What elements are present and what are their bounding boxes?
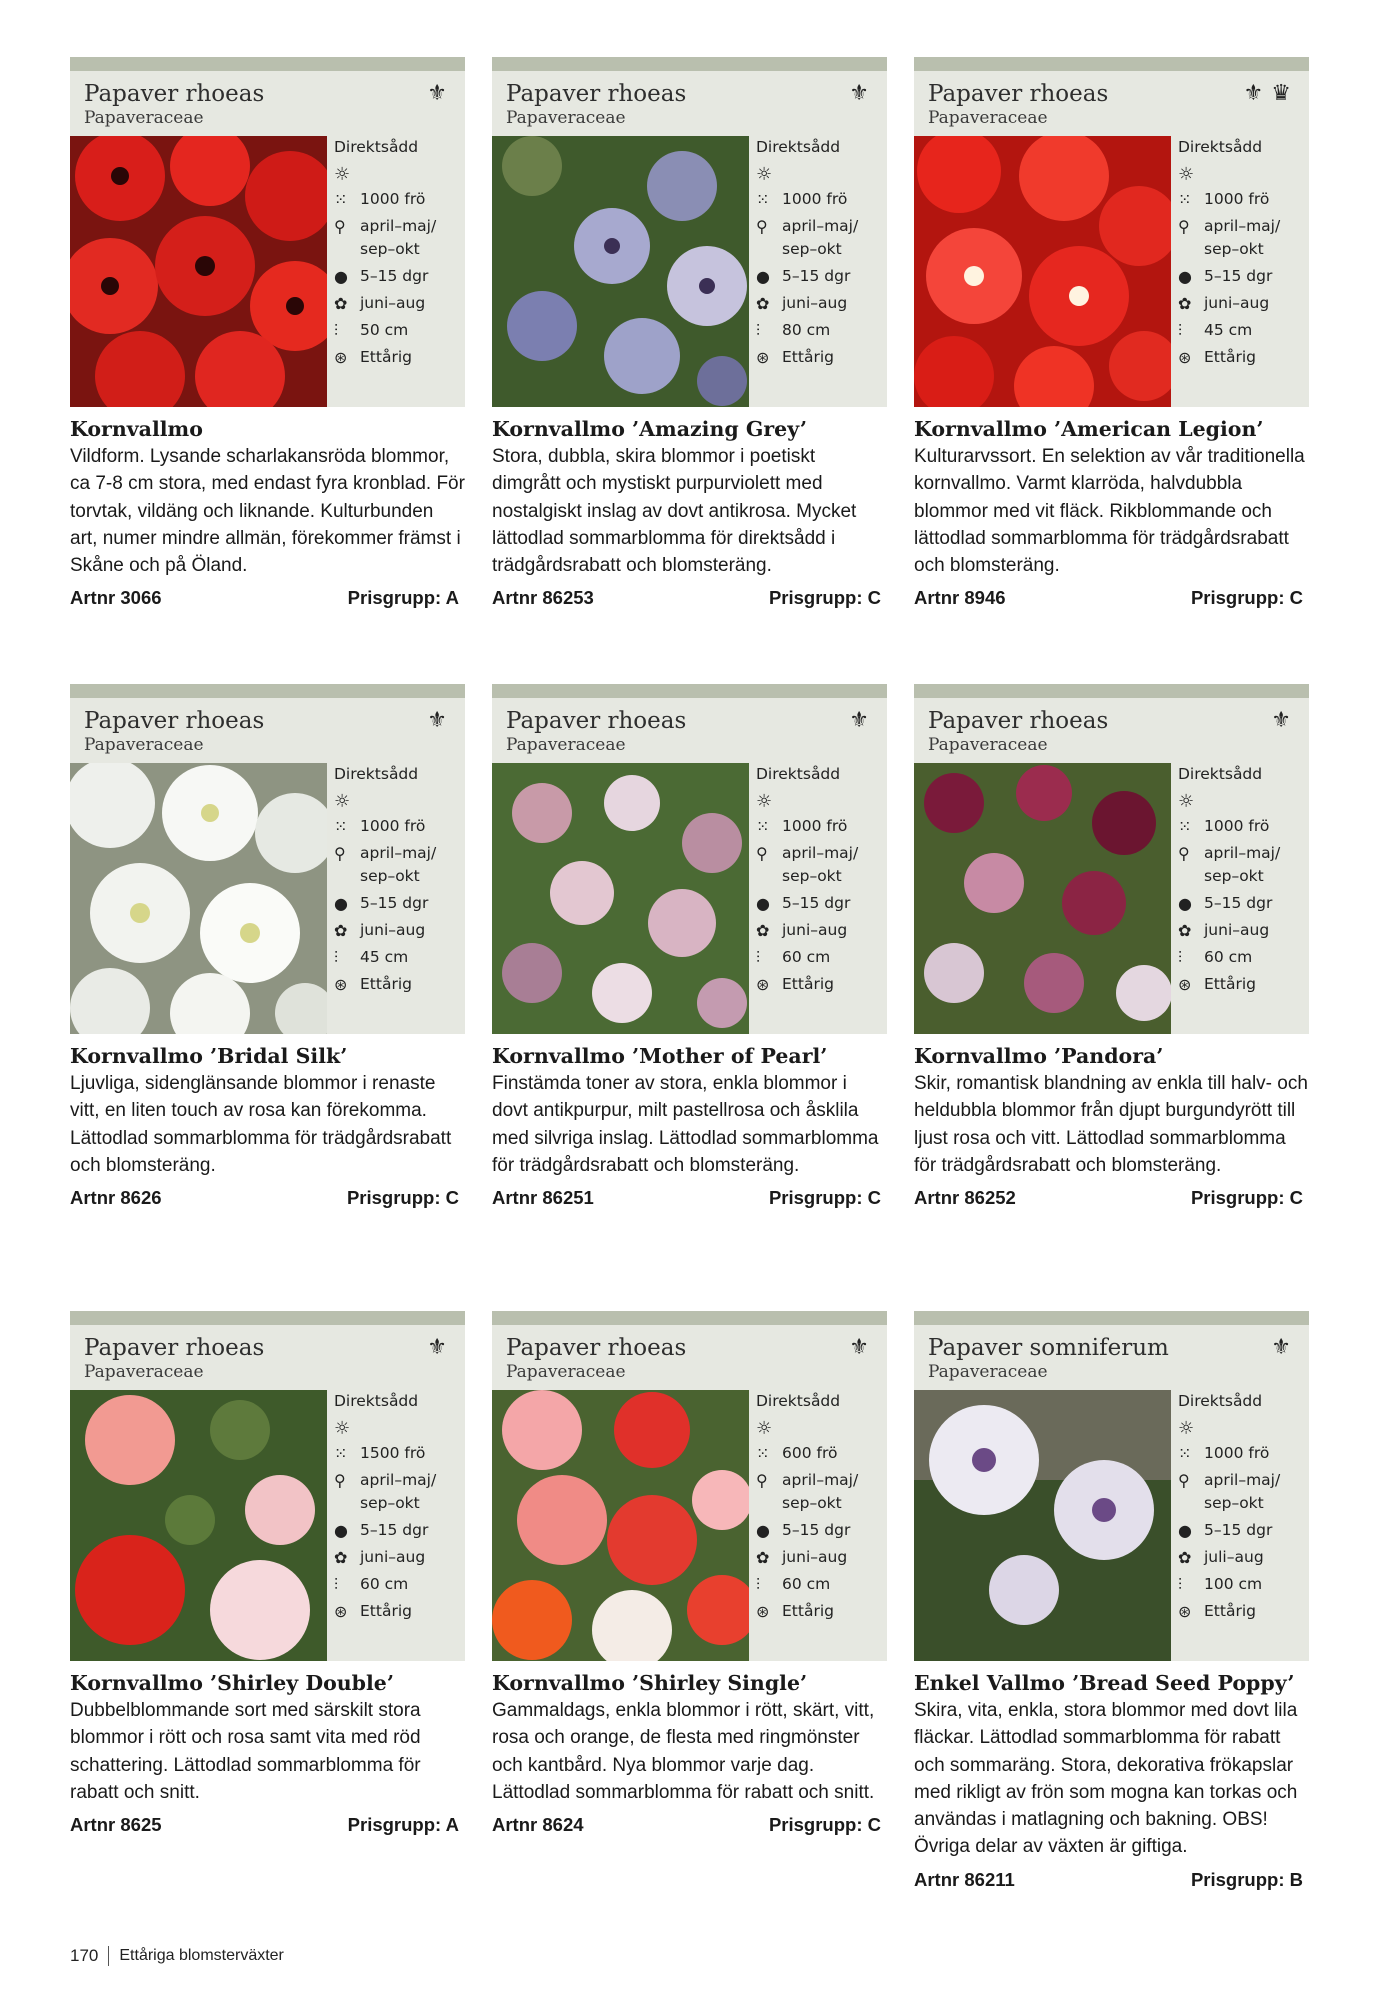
card-header: [914, 57, 1309, 407]
lifecycle: Ettårig: [360, 1602, 412, 1620]
spec-list: [334, 761, 462, 1000]
seeds-icon: ⁙: [334, 190, 348, 209]
sowing-time: april–maj/ sep–okt: [1204, 1471, 1281, 1512]
card-header: [70, 57, 465, 407]
sowing-icon: ⚲: [1178, 1471, 1190, 1490]
flowering-time: juni–aug: [782, 1548, 848, 1566]
sowing-icon: ⚲: [1178, 217, 1190, 236]
product-card: [70, 684, 465, 1209]
germination-icon: ●: [1178, 267, 1192, 286]
sun-icon: ☼: [1178, 1418, 1195, 1439]
article-number: Artnr 86251: [492, 1187, 594, 1209]
article-number: Artnr 8625: [70, 1814, 162, 1836]
family-name: Papaveraceae: [84, 735, 204, 755]
germination-icon: ●: [334, 894, 348, 913]
sowing-method: Direktsådd: [756, 1392, 841, 1410]
sowing-time: april–maj/ sep–okt: [360, 217, 437, 258]
spec-list: [334, 134, 462, 373]
spec-list: [756, 761, 884, 1000]
flowering-time: juni–aug: [782, 921, 848, 939]
product-photo: [70, 136, 327, 407]
lifecycle: Ettårig: [1204, 348, 1256, 366]
product-photo: [492, 763, 749, 1034]
bee-icon: ⚜: [849, 1335, 869, 1360]
card-header: [70, 1311, 465, 1661]
sowing-time: april–maj/ sep–okt: [782, 844, 859, 885]
height-icon: ⫶: [1178, 948, 1183, 967]
crown-icon: ♛: [1271, 81, 1291, 106]
germination-icon: ●: [334, 1521, 348, 1540]
latin-name: Papaver rhoeas: [928, 708, 1109, 734]
family-name: Papaveraceae: [928, 735, 1048, 755]
annual-icon: ⊛: [1178, 348, 1192, 367]
seeds-icon: ⁙: [1178, 817, 1192, 836]
sowing-time: april–maj/ sep–okt: [360, 844, 437, 885]
plant-height: 100 cm: [1204, 1575, 1263, 1593]
annual-icon: ⊛: [756, 348, 770, 367]
seeds-icon: ⁙: [756, 190, 770, 209]
product-description: Stora, dubbla, skira blommor i poetiskt dimgrått och mystiskt purpurviolett med nostalgiskt inslag av dovt antikrosa. Mycket lättodlad sommarblomma för direktsådd i trädgårdsrabatt och blomsteräng.: [492, 446, 857, 577]
flowering-time: juni–aug: [360, 1548, 426, 1566]
germination-time: 5–15 dgr: [1204, 267, 1273, 285]
product-description: Dubbelblommande sort med särskilt stora blommor i rött och rosa samt vita med röd schattering. Lättodlad sommarblomma för rabatt och snitt.: [70, 1700, 421, 1803]
family-name: Papaveraceae: [84, 1362, 204, 1382]
height-icon: ⫶: [756, 321, 761, 340]
article-number: Artnr 86211: [914, 1868, 1015, 1890]
sowing-icon: ⚲: [334, 217, 346, 236]
seeds-icon: ⁙: [334, 817, 348, 836]
card-header: [492, 684, 887, 1034]
product-card: [492, 57, 887, 609]
lifecycle: Ettårig: [782, 1602, 834, 1620]
latin-name: Papaver rhoeas: [84, 1335, 265, 1361]
section-title: Ettåriga blomsterväxter: [119, 1947, 284, 1964]
latin-name: Papaver rhoeas: [506, 708, 687, 734]
sowing-method: Direktsådd: [1178, 1392, 1263, 1410]
germination-time: 5–15 dgr: [360, 894, 429, 912]
seed-count: 1500 frö: [360, 1444, 426, 1462]
height-icon: ⫶: [334, 1575, 339, 1594]
seed-count: 1000 frö: [782, 817, 848, 835]
sowing-method: Direktsådd: [1178, 138, 1263, 156]
sowing-method: Direktsådd: [334, 1392, 419, 1410]
product-card: [70, 57, 465, 609]
height-icon: ⫶: [1178, 321, 1183, 340]
flowering-time: juni–aug: [782, 294, 848, 312]
product-description: Finstämda toner av stora, enkla blommor i dovt antikpurpur, milt pastellrosa och åsklila med silvriga inslag. Lättodlad sommarblomma för trädgårdsrabatt och blomsteräng.: [492, 1073, 879, 1176]
bee-icon: ⚜: [849, 81, 869, 106]
latin-name: Papaver rhoeas: [84, 81, 265, 107]
annual-icon: ⊛: [334, 348, 348, 367]
germination-icon: ●: [334, 267, 348, 286]
flower-icon: ✿: [756, 1548, 770, 1567]
product-description: Skira, vita, enkla, stora blommor med dovt lila fläckar. Lättodlad sommarblomma för rabatt och sommaräng. Stora, dekorativa frökapslar med rikligt av frön som mogna kan torkas och användas i matlagning och bakning. OBS! Övriga delar av växten är giftiga.: [914, 1700, 1298, 1858]
sowing-icon: ⚲: [756, 844, 768, 863]
germination-time: 5–15 dgr: [782, 894, 851, 912]
product-description: Kulturarvssort. En selektion av vår traditionella kornvallmo. Varmt klarröda, halvdubbla blommor med vit fläck. Rikblommande och lättodlad sommarblomma för trädgårdsrabatt och blomsteräng.: [914, 446, 1305, 577]
product-title: Kornvallmo ’Mother of Pearl’: [492, 1044, 828, 1068]
product-photo: [914, 763, 1171, 1034]
family-name: Papaveraceae: [506, 108, 626, 128]
sowing-time: april–maj/ sep–okt: [1204, 844, 1281, 885]
product-photo: [492, 1390, 749, 1661]
article-number: Artnr 8946: [914, 587, 1006, 609]
sun-icon: ☼: [334, 164, 351, 185]
seed-count: 600 frö: [782, 1444, 838, 1462]
product-card: [914, 684, 1309, 1209]
annual-icon: ⊛: [1178, 975, 1192, 994]
spec-list: [756, 1388, 884, 1627]
bee-icon: ⚜: [427, 708, 447, 733]
annual-icon: ⊛: [756, 1602, 770, 1621]
flower-icon: ✿: [334, 921, 348, 940]
price-group: Prisgrupp: C: [346, 1187, 459, 1209]
germination-icon: ●: [756, 1521, 770, 1540]
latin-name: Papaver rhoeas: [84, 708, 265, 734]
sowing-icon: ⚲: [334, 844, 346, 863]
sowing-icon: ⚲: [334, 1471, 346, 1490]
seed-count: 1000 frö: [1204, 817, 1270, 835]
lifecycle: Ettårig: [1204, 1602, 1256, 1620]
seed-count: 1000 frö: [1204, 190, 1270, 208]
price-group: Prisgrupp: A: [347, 1814, 459, 1836]
product-title: Kornvallmo ’American Legion’: [914, 417, 1264, 441]
card-header: [492, 57, 887, 407]
article-number: Artnr 8626: [70, 1187, 162, 1209]
sowing-icon: ⚲: [756, 217, 768, 236]
price-group: Prisgrupp: A: [347, 587, 459, 609]
spec-list: [1178, 761, 1306, 1000]
product-photo: [492, 136, 749, 407]
germination-icon: ●: [1178, 894, 1192, 913]
lifecycle: Ettårig: [360, 348, 412, 366]
product-title: Kornvallmo: [70, 417, 203, 441]
plant-height: 80 cm: [782, 321, 831, 339]
sowing-icon: ⚲: [756, 1471, 768, 1490]
flowering-time: juni–aug: [360, 294, 426, 312]
product-description: Ljuvliga, sidenglänsande blommor i renaste vitt, en liten touch av rosa kan förekomma. Lättodlad sommarblomma för trädgårdsrabatt och blomsteräng.: [70, 1073, 452, 1176]
article-number: Artnr 3066: [70, 587, 162, 609]
card-header: [914, 684, 1309, 1034]
latin-name: Papaver rhoeas: [928, 81, 1109, 107]
bee-icon: ⚜: [1271, 708, 1291, 733]
article-number: Artnr 86253: [492, 587, 594, 609]
divider: [108, 1946, 109, 1966]
sun-icon: ☼: [756, 791, 773, 812]
product-card: [914, 1311, 1309, 1891]
product-card: [492, 1311, 887, 1836]
height-icon: ⫶: [756, 1575, 761, 1594]
flower-icon: ✿: [1178, 1548, 1192, 1567]
flower-icon: ✿: [756, 294, 770, 313]
bee-icon: ⚜: [1243, 81, 1264, 106]
article-number: Artnr 86252: [914, 1187, 1016, 1209]
germination-time: 5–15 dgr: [1204, 1521, 1273, 1539]
product-description: Gammaldags, enkla blommor i rött, skärt, vitt, rosa och orange, de flesta med ringmönster och kantbård. Nya blommor varje dag. Lättodlad sommarblomma för rabatt och snitt.: [492, 1700, 875, 1803]
seeds-icon: ⁙: [756, 817, 770, 836]
sun-icon: ☼: [756, 164, 773, 185]
spec-list: [1178, 1388, 1306, 1627]
product-description: Skir, romantisk blandning av enkla till halv- och heldubbla blommor från djupt burgundyrött till ljust rosa och vitt. Lättodlad sommarblomma för trädgårdsrabatt och blomsteräng.: [914, 1073, 1308, 1176]
germination-icon: ●: [756, 267, 770, 286]
latin-name: Papaver somniferum: [928, 1335, 1169, 1361]
sowing-icon: ⚲: [1178, 844, 1190, 863]
flowering-time: juli–aug: [1204, 1548, 1264, 1566]
sun-icon: ☼: [1178, 164, 1195, 185]
annual-icon: ⊛: [756, 975, 770, 994]
card-header: [914, 1311, 1309, 1661]
family-name: Papaveraceae: [506, 1362, 626, 1382]
price-group: Prisgrupp: C: [1190, 1187, 1303, 1209]
germination-time: 5–15 dgr: [360, 267, 429, 285]
seed-count: 1000 frö: [1204, 1444, 1270, 1462]
product-title: Kornvallmo ’Pandora’: [914, 1044, 1164, 1068]
flower-icon: ✿: [334, 294, 348, 313]
annual-icon: ⊛: [1178, 1602, 1192, 1621]
page-footer: [70, 1946, 284, 1966]
seeds-icon: ⁙: [1178, 1444, 1192, 1463]
sowing-time: april–maj/ sep–okt: [360, 1471, 437, 1512]
sowing-method: Direktsådd: [334, 765, 419, 783]
price-group: Prisgrupp: C: [768, 1187, 881, 1209]
price-group: Prisgrupp: C: [1190, 587, 1303, 609]
product-card: [914, 57, 1309, 609]
sowing-method: Direktsådd: [756, 765, 841, 783]
card-header: [492, 1311, 887, 1661]
height-icon: ⫶: [1178, 1575, 1183, 1594]
spec-list: [756, 134, 884, 373]
seeds-icon: ⁙: [756, 1444, 770, 1463]
height-icon: ⫶: [756, 948, 761, 967]
product-photo: [914, 136, 1171, 407]
sowing-time: april–maj/ sep–okt: [782, 217, 859, 258]
spec-list: [1178, 134, 1306, 373]
bee-icon: ⚜: [1271, 1335, 1291, 1360]
plant-height: 60 cm: [360, 1575, 409, 1593]
flower-icon: ✿: [756, 921, 770, 940]
flowering-time: juni–aug: [1204, 294, 1270, 312]
seeds-icon: ⁙: [1178, 190, 1192, 209]
family-name: Papaveraceae: [506, 735, 626, 755]
height-icon: ⫶: [334, 321, 339, 340]
germination-icon: ●: [1178, 1521, 1192, 1540]
lifecycle: Ettårig: [782, 348, 834, 366]
sowing-method: Direktsådd: [1178, 765, 1263, 783]
product-photo: [70, 1390, 327, 1661]
seed-count: 1000 frö: [782, 190, 848, 208]
card-header: [70, 684, 465, 1034]
product-photo: [70, 763, 327, 1034]
sun-icon: ☼: [334, 1418, 351, 1439]
family-name: Papaveraceae: [928, 108, 1048, 128]
sun-icon: ☼: [1178, 791, 1195, 812]
sowing-time: april–maj/ sep–okt: [782, 1471, 859, 1512]
spec-list: [334, 1388, 462, 1627]
annual-icon: ⊛: [334, 1602, 348, 1621]
flower-icon: ✿: [334, 1548, 348, 1567]
flowering-time: juni–aug: [360, 921, 426, 939]
page-number: 170: [70, 1946, 99, 1965]
sowing-time: april–maj/ sep–okt: [1204, 217, 1281, 258]
product-photo: [914, 1390, 1171, 1661]
plant-height: 50 cm: [360, 321, 409, 339]
latin-name: Papaver rhoeas: [506, 81, 687, 107]
product-title: Kornvallmo ’Shirley Double’: [70, 1671, 394, 1695]
plant-height: 45 cm: [360, 948, 409, 966]
article-number: Artnr 8624: [492, 1814, 584, 1836]
family-name: Papaveraceae: [84, 108, 204, 128]
germination-time: 5–15 dgr: [1204, 894, 1273, 912]
product-title: Enkel Vallmo ’Bread Seed Poppy’: [914, 1671, 1295, 1695]
plant-height: 60 cm: [1204, 948, 1253, 966]
annual-icon: ⊛: [334, 975, 348, 994]
plant-height: 60 cm: [782, 1575, 831, 1593]
price-group: Prisgrupp: C: [768, 1814, 881, 1836]
sowing-method: Direktsådd: [756, 138, 841, 156]
latin-name: Papaver rhoeas: [506, 1335, 687, 1361]
seed-count: 1000 frö: [360, 190, 426, 208]
bee-icon: ⚜: [849, 708, 869, 733]
product-title: Kornvallmo ’Shirley Single’: [492, 1671, 808, 1695]
bee-icon: ⚜: [427, 1335, 447, 1360]
seeds-icon: ⁙: [334, 1444, 348, 1463]
flower-icon: ✿: [1178, 294, 1192, 313]
product-title: Kornvallmo ’Amazing Grey’: [492, 417, 807, 441]
flower-icon: ✿: [1178, 921, 1192, 940]
bee-icon: ⚜: [427, 81, 447, 106]
product-title: Kornvallmo ’Bridal Silk’: [70, 1044, 348, 1068]
lifecycle: Ettårig: [1204, 975, 1256, 993]
plant-height: 45 cm: [1204, 321, 1253, 339]
lifecycle: Ettårig: [360, 975, 412, 993]
plant-height: 60 cm: [782, 948, 831, 966]
price-group: Prisgrupp: B: [1190, 1868, 1303, 1890]
germination-time: 5–15 dgr: [782, 267, 851, 285]
sun-icon: ☼: [334, 791, 351, 812]
product-description: Vildform. Lysande scharlakansröda blommor, ca 7-8 cm stora, med endast fyra kronblad. För torvtak, vildäng och liknande. Kulturbunden art, numer mindre allmän, förekommer främst i Skåne och på Öland.: [70, 446, 465, 577]
sun-icon: ☼: [756, 1418, 773, 1439]
germination-time: 5–15 dgr: [360, 1521, 429, 1539]
price-group: Prisgrupp: C: [768, 587, 881, 609]
germination-icon: ●: [756, 894, 770, 913]
product-card: [492, 684, 887, 1209]
lifecycle: Ettårig: [782, 975, 834, 993]
sowing-method: Direktsådd: [334, 138, 419, 156]
flowering-time: juni–aug: [1204, 921, 1270, 939]
height-icon: ⫶: [334, 948, 339, 967]
family-name: Papaveraceae: [928, 1362, 1048, 1382]
germination-time: 5–15 dgr: [782, 1521, 851, 1539]
seed-count: 1000 frö: [360, 817, 426, 835]
product-card: [70, 1311, 465, 1836]
